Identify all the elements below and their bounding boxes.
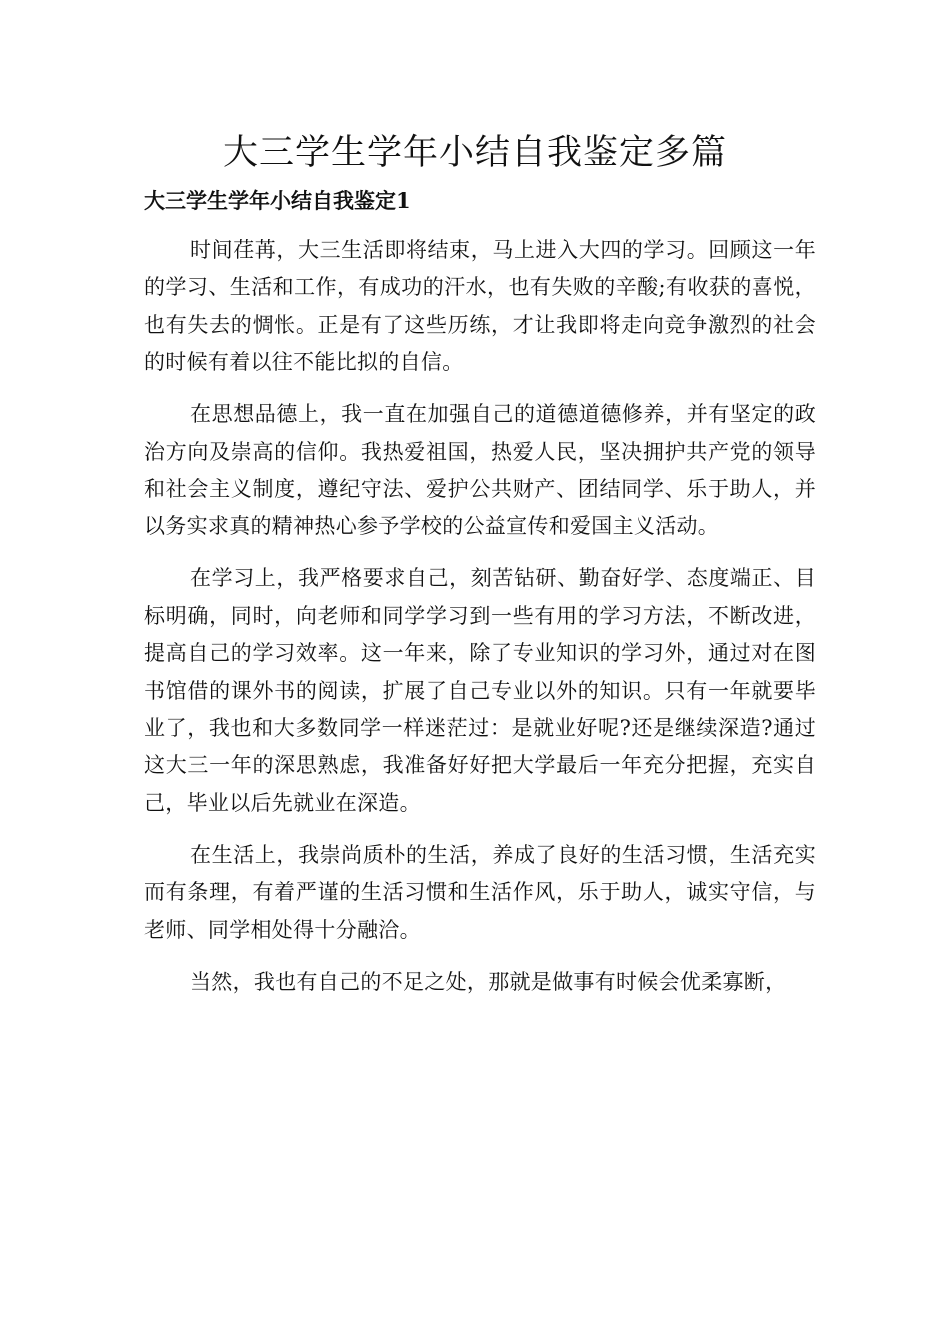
paragraph-study: 在学习上，我严格要求自己，刻苦钻研、勤奋好学、态度端正、目标明确，同时，向老师和同学学习到一些有用的学习方法，不断改进，提高自己的学习效率。这一年来，除了专业知识的学习外，通过对在图书馆借的课外书的阅读，扩展了自己专业以外的知识。只有一年就要毕业了，我也和大多数同学一样迷茫过：是就业好呢?还是继续深造?通过这大三一年的深思熟虑，我准备好好把大学最后一年充分把握，充实自己，毕业以后先就业在深造。 <box>144 566 816 815</box>
paragraph-shortcomings: 当然，我也有自己的不足之处，那就是做事有时候会优柔寡断， <box>190 969 787 994</box>
document-title: 大三学生学年小结自我鉴定多篇 <box>222 133 727 173</box>
paragraph-morality: 在思想品德上，我一直在加强自己的道德道德修养，并有坚定的政治方向及崇高的信仰。我热爱祖国，热爱人民，坚决拥护共产党的领导和社会主义制度，遵纪守法、爱护公共财产、团结同学、乐于助人，并以务实求真的精神热心参予学校的公益宣传和爱国主义活动。 <box>144 402 816 539</box>
document-body <box>144 232 816 1016</box>
section-heading: 大三学生学年小结自我鉴定1 <box>144 188 411 213</box>
paragraph-intro: 时间荏苒，大三生活即将结束，马上进入大四的学习。回顾这一年的学习、生活和工作，有成功的汗水，也有失败的辛酸;有收获的喜悦，也有失去的惆怅。正是有了这些历练，才让我即将走向竞争激烈的社会的时候有着以往不能比拟的自信。 <box>144 238 816 375</box>
paragraph-life: 在生活上，我崇尚质朴的生活，养成了良好的生活习惯，生活充实而有条理，有着严谨的生活习惯和生活作风，乐于助人，诚实守信，与老师、同学相处得十分融洽。 <box>144 842 816 942</box>
